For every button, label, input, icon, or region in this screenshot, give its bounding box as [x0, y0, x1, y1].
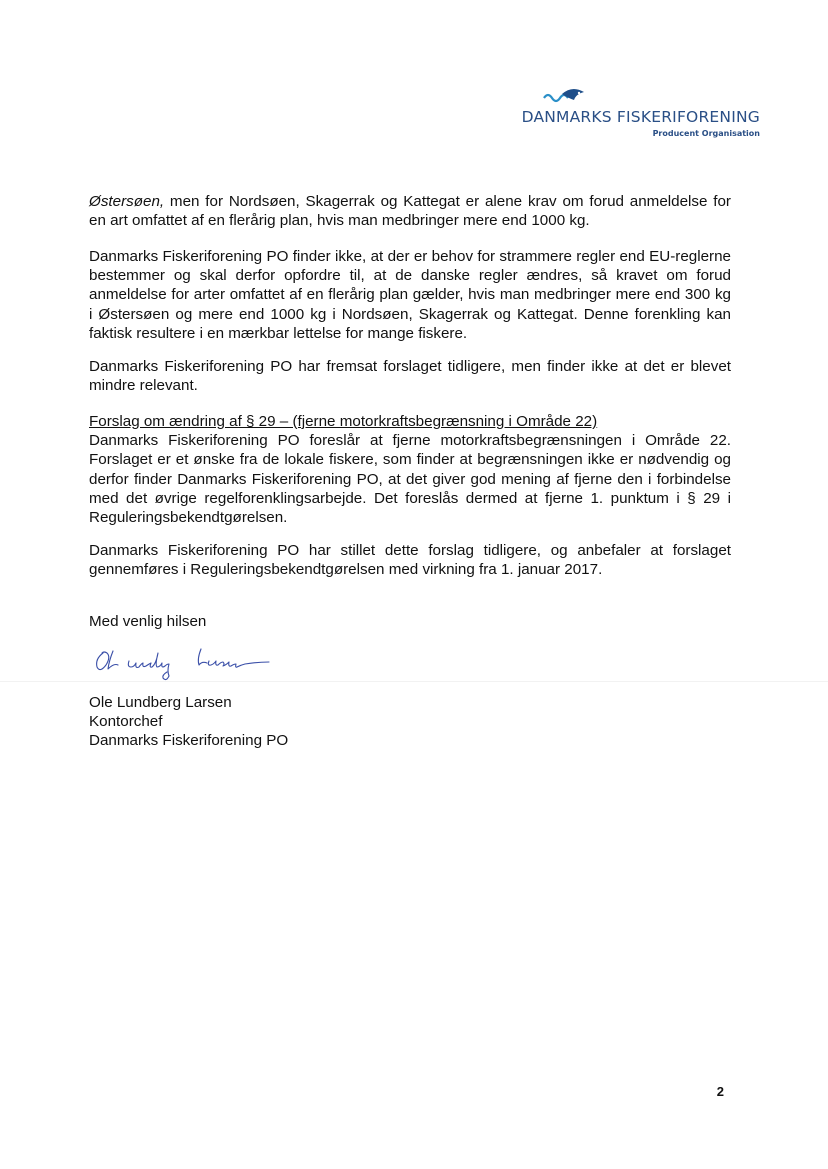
greeting: Med venlig hilsen — [89, 613, 207, 630]
paragraph-2-text: Danmarks Fiskeriforening PO finder ikke, at der er behov for strammere regler end EU-reglerne bestemmer og skal derfor opfordre til, at de danske regler ændres, så kravet om forud anmeldelse for arter omfattet af en flerårig plan gælder, hvis man medbringer mere end 300 kg i Østersøen og mere end 1000 kg i Nordsøen, Skagerrak og Kattegat. Denne forenkling kan faktisk resultere i en mærkbar lettelse for mange fiskere. — [89, 248, 731, 342]
paragraph-1-text: men for Nordsøen, Skagerrak og Kattegat er alene krav om forud anmeldelse for en art omfattet af en flerårig plan, hvis man medbringer mere end 1000 kg. — [89, 193, 731, 230]
paragraph-1-lead: Østersøen, — [89, 193, 165, 210]
paragraph-3 — [89, 357, 731, 395]
paragraph-5-text: Danmarks Fiskeriforening PO har stillet dette forslag tidligere, og anbefaler at forslaget gennemføres i Reguleringsbekendtgørelsen med virkning fra 1. januar 2017. — [89, 542, 731, 579]
paragraph-2 — [89, 247, 731, 343]
page-number: 2 — [716, 1084, 724, 1099]
proposal-section — [89, 412, 731, 527]
sender-name: Ole Lundberg Larsen — [89, 694, 232, 711]
waves-fish-icon — [542, 86, 588, 106]
proposal-text: Danmarks Fiskeriforening PO foreslår at fjerne motorkraftsbegrænsningen i Område 22. Forslaget er et ønske fra de lokale fiskere, som finder at begrænsningen ikke er nødvendig og derfor finder Danmarks Fiskeriforening PO, at det giver god mening af fjerne den i forbindelse med det øvrige regelforenklingsarbejde. Det foreslås dermed at fjerne 1. punktum i § 29 i Reguleringsbekendtgørelsen. — [89, 432, 731, 527]
sender-title: Kontorchef — [89, 713, 163, 730]
org-subtitle: Producent Organisation — [652, 129, 760, 138]
paragraph-5 — [89, 541, 731, 579]
org-logo — [522, 86, 760, 139]
sender-block — [89, 693, 288, 750]
paragraph-1 — [89, 192, 731, 230]
org-name: DANMARKS FISKERIFORENING — [521, 108, 760, 126]
proposal-heading: Forslag om ændring af § 29 – (fjerne motorkraftsbegrænsning i Område 22) — [89, 413, 598, 430]
sender-org: Danmarks Fiskeriforening PO — [89, 732, 289, 749]
paragraph-3-text: Danmarks Fiskeriforening PO har fremsat forslaget tidligere, men finder ikke at det er blevet mindre relevant. — [89, 358, 731, 395]
signature-icon — [89, 635, 289, 691]
